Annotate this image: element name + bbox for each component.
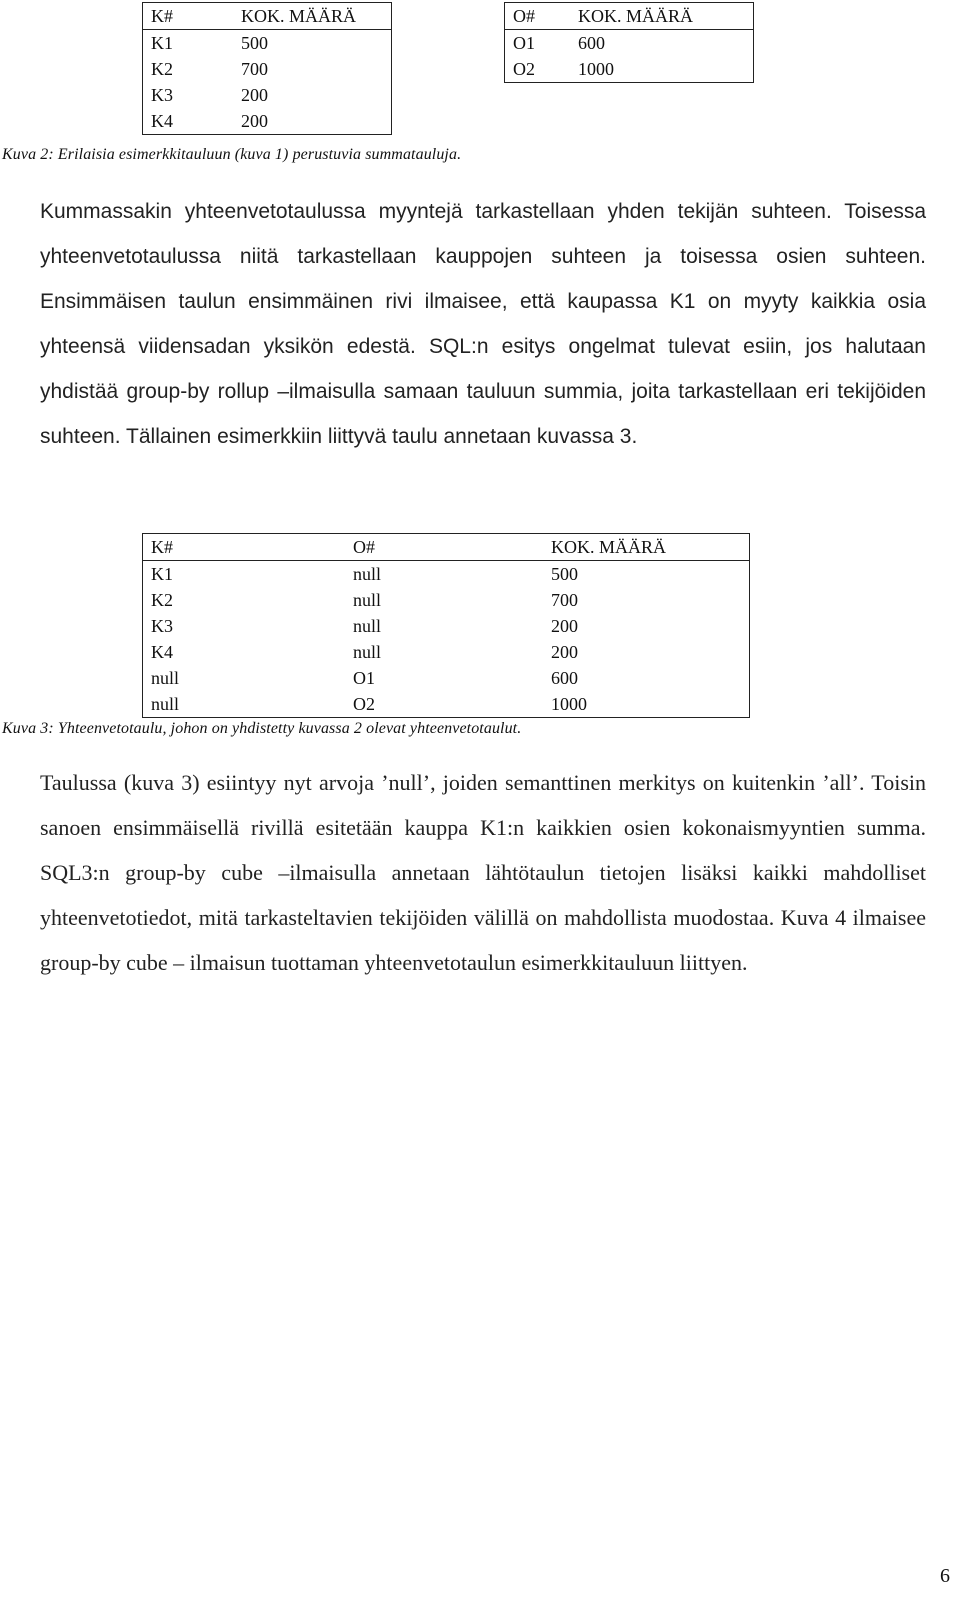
table-cell: K3: [151, 85, 173, 105]
table-cell: K2: [151, 59, 173, 79]
table-header-cell: K#: [143, 534, 354, 561]
table-cell: null: [353, 642, 382, 662]
table-cell: 600: [578, 33, 605, 53]
table-row: [143, 108, 392, 135]
table-cell: 500: [241, 33, 268, 53]
table-cell: O1: [513, 33, 535, 53]
page-number: 6: [940, 1565, 950, 1587]
table-row: [505, 30, 754, 57]
table-header-cell: KOK. MÄÄRÄ: [241, 3, 392, 30]
body-paragraph-2: Taulussa (kuva 3) esiintyy nyt arvoja ’null’, joiden semanttinen merkitys on kuitenkin ’all’. Toisin sanoen ensimmäisellä rivillä esitetään kauppa K1:n kaikkien osien kokonaismyyntien summa. SQL3:n group-by cube –ilmaisulla annetaan lähtötaulun tietojen lisäksi kaikki mahdolliset yhteenvetotiedot, mitä tarkasteltavien tekijöiden välillä on mahdollista muodostaa. Kuva 4 ilmaisee group-by cube – ilmaisun tuottaman yhteenvetotaulun esimerkkitauluun liittyen.: [40, 770, 926, 975]
body-paragraph-1: Kummassakin yhteenvetotaulussa myyntejä tarkastellaan yhden tekijän suhteen. Toisessa yhteenvetotaulussa niitä tarkastellaan kauppojen suhteen ja toisessa osien suhteen. Ensimmäisen taulun ensimmäinen rivi ilmaisee, että kaupassa K1 on myyty kaikkia osia yhteensä viidensadan yksikön edestä. SQL:n esitys ongelmat tulevat esiin, jos halutaan yhdistää group-by rollup –ilmaisulla samaan tauluun summia, joita tarkastellaan eri tekijöiden suhteen. Tällainen esimerkkiin liittyvä taulu annetaan kuvassa 3.: [40, 200, 926, 448]
table-cell: K4: [151, 642, 173, 662]
table-row: [143, 30, 392, 57]
table-row: [143, 665, 750, 691]
table-row: [143, 639, 750, 665]
table-row: [143, 587, 750, 613]
table-header-row: [143, 3, 392, 30]
summary-table-stores: [142, 2, 392, 135]
table-cell: null: [151, 668, 180, 688]
table-row: [143, 56, 392, 82]
table-cell: null: [151, 694, 180, 714]
table-header-cell: O#: [353, 534, 551, 561]
table-cell: K4: [151, 111, 173, 131]
table-cell: O1: [353, 668, 375, 688]
table-header-cell: O#: [505, 3, 579, 30]
summary-table-parts: [504, 2, 754, 83]
table-header-cell: KOK. MÄÄRÄ: [551, 534, 750, 561]
table-cell: null: [353, 590, 382, 610]
combined-summary-table: [142, 533, 750, 718]
table-cell: 200: [241, 85, 268, 105]
table-cell: K1: [151, 33, 173, 53]
table-row: [505, 56, 754, 83]
table-cell: 500: [551, 564, 578, 584]
table-cell: 1000: [551, 694, 587, 714]
table-cell: K1: [151, 564, 173, 584]
table-header-row: [143, 534, 750, 561]
table-cell: K3: [151, 616, 173, 636]
figure-caption-3: Kuva 3: Yhteenvetotaulu, johon on yhdistetty kuvassa 2 olevat yhteenvetotaulut.: [2, 720, 522, 737]
table-cell: null: [353, 616, 382, 636]
table-cell: K2: [151, 590, 173, 610]
table-cell: 200: [241, 111, 268, 131]
table-row: [143, 82, 392, 108]
table-header-cell: K#: [143, 3, 242, 30]
table-cell: 600: [551, 668, 578, 688]
table-row: [143, 613, 750, 639]
table-cell: 1000: [578, 59, 614, 79]
table-cell: 200: [551, 642, 578, 662]
table-cell: 200: [551, 616, 578, 636]
table-cell: 700: [241, 59, 268, 79]
table-cell: 700: [551, 590, 578, 610]
table-row: [143, 691, 750, 718]
table-header-cell: KOK. MÄÄRÄ: [578, 3, 754, 30]
table-header-row: [505, 3, 754, 30]
figure-caption-2: Kuva 2: Erilaisia esimerkkitauluun (kuva 1) perustuvia summatauluja.: [2, 146, 462, 163]
table-cell: null: [353, 564, 382, 584]
table-row: [143, 561, 750, 588]
table-cell: O2: [513, 59, 535, 79]
table-cell: O2: [353, 694, 375, 714]
